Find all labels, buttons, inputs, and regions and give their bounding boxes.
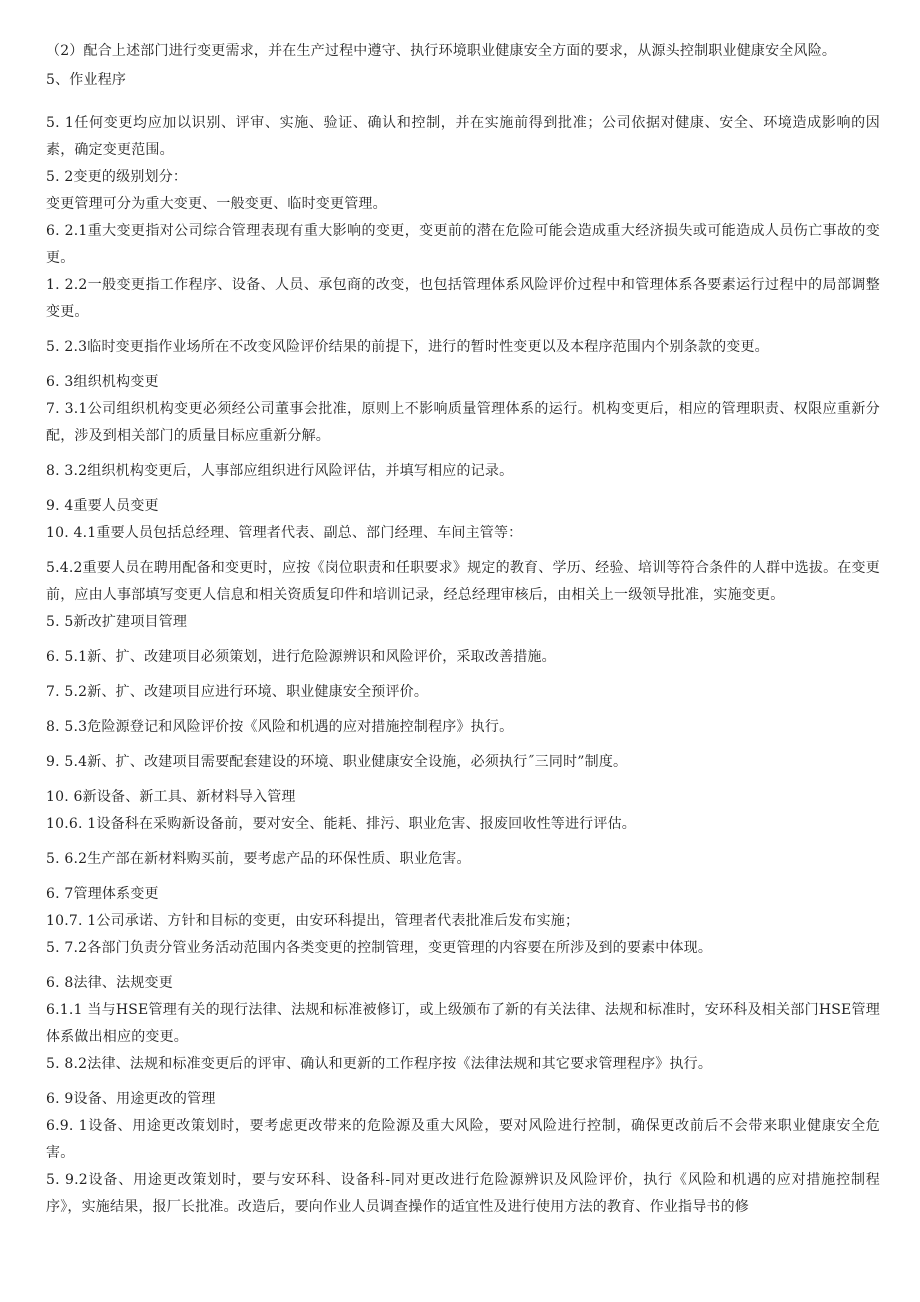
paragraph-6-1: 10.6. 1设备科在采购新设备前，要对安全、能耗、排污、职业危害、报废回收性等进行评估。 xyxy=(46,816,636,832)
section-heading-procedure: 5、作业程序 xyxy=(46,72,127,88)
paragraph-2-3: 5. 2.3临时变更指作业场所在不改变风险评价结果的前提下，进行的暂时性变更以及本程序范围内个别条款的变更。 xyxy=(46,339,769,355)
paragraph-5-5-4: 9. 5.4新、扩、改建项目需要配套建设的环境、职业健康安全设施，必须执行˝三同时”制度。 xyxy=(46,754,628,770)
paragraph-9-2: 5. 9.2设备、用途更改策划时，要与安环科、设备科-同对更改进行危险源辨识及风险评价，执行《风险和机遇的应对措施控制程序》，实施结果，报厂长批准。改造后，要向作业人员调查操作的适宜性及进行使用方法的教育、作业指导书的修 xyxy=(46,1172,880,1215)
paragraph-3-2: 8. 3.2组织机构变更后，人事部应组织进行风险评估，并填写相应的记录。 xyxy=(46,463,514,479)
heading-5-5: 5. 5新改扩建项目管理 xyxy=(46,614,188,630)
paragraph-2-2: 1. 2.2一般变更指工作程序、设备、人员、承包商的改变，也包括管理体系风险评价过程中和管理体系各要素运行过程中的局部调整变更。 xyxy=(46,277,880,320)
paragraph-7-1: 10.7. 1公司承诺、方针和目标的变更，由安环科提出，管理者代表批准后发布实施； xyxy=(46,913,580,929)
heading-5-3: 6. 3组织机构变更 xyxy=(46,374,159,390)
paragraph-5-1: 5. 1任何变更均应加以识别、评审、实施、验证、确认和控制，并在实施前得到批准；公司依据对健康、安全、环境造成影响的因素，确定变更范围。 xyxy=(46,115,880,158)
paragraph-5-5-3: 8. 5.3危险源登记和风险评价按《风险和机遇的应对措施控制程序》执行。 xyxy=(46,719,514,735)
paragraph-change-levels: 变更管理可分为重大变更、一般变更、临时变更管理。 xyxy=(46,196,387,212)
paragraph-5-5-1: 6. 5.1新、扩、改建项目必须策划，进行危险源辨识和风险评价，采取改善措施。 xyxy=(46,649,556,665)
document-body xyxy=(46,38,880,1221)
heading-5-7: 6. 7管理体系变更 xyxy=(46,886,159,902)
heading-5-2: 5. 2变更的级别划分： xyxy=(46,169,188,185)
paragraph-5-5-2: 7. 5.2新、扩、改建项目应进行环境、职业健康安全预评价。 xyxy=(46,684,429,700)
heading-5-9: 6. 9设备、用途更改的管理 xyxy=(46,1091,216,1107)
paragraph-4-1: 10. 4.1重要人员包括总经理、管理者代表、副总、部门经理、车间主管等： xyxy=(46,525,523,541)
heading-5-8: 6. 8法律、法规变更 xyxy=(46,975,173,991)
paragraph-8-1: 6.1.1 当与HSE管理有关的现行法律、法规和标准被修订，或上级颁布了新的有关法律、法规和标准时，安环科及相关部门HSE管理体系做出相应的变更。 xyxy=(46,1002,880,1045)
paragraph-6-2: 5. 6.2生产部在新材料购买前，要考虑产品的环保性质、职业危害。 xyxy=(46,851,471,867)
paragraph-7-2: 5. 7.2各部门负责分管业务活动范围内各类变更的控制管理，变更管理的内容要在所涉及到的要素中体现。 xyxy=(46,940,713,956)
heading-5-4: 9. 4重要人员变更 xyxy=(46,498,159,514)
paragraph-3-1: 7. 3.1公司组织机构变更必须经公司董事会批准，原则上不影响质量管理体系的运行。机构变更后，相应的管理职责、权限应重新分配，涉及到相关部门的质量目标应重新分解。 xyxy=(46,401,880,444)
paragraph-responsibility-2: （2）配合上述部门进行变更需求，并在生产过程中遵守、执行环境职业健康安全方面的要求，从源头控制职业健康安全风险。 xyxy=(46,43,837,59)
paragraph-9-1: 6.9. 1设备、用途更改策划时，要考虑更改带来的危险源及重大风险，要对风险进行控制，确保更改前后不会带来职业健康安全危害。 xyxy=(46,1118,880,1161)
heading-5-6: 10. 6新设备、新工具、新材料导入管理 xyxy=(46,789,296,805)
paragraph-4-2: 5.4.2重要人员在聘用配备和变更时，应按《岗位职责和任职要求》规定的教育、学历、经验、培训等符合条件的人群中选拔。在变更前，应由人事部填写变更人信息和相关资质复印件和培训记录，经总经理审核后，由相关上一级领导批准，实施变更。 xyxy=(46,560,880,603)
paragraph-2-1: 6. 2.1重大变更指对公司综合管理表现有重大影响的变更，变更前的潜在危险可能会造成重大经济损失或可能造成人员伤亡事故的变更。 xyxy=(46,223,880,266)
paragraph-8-2: 5. 8.2法律、法规和标准变更后的评审、确认和更新的工作程序按《法律法规和其它要求管理程序》执行。 xyxy=(46,1056,713,1072)
